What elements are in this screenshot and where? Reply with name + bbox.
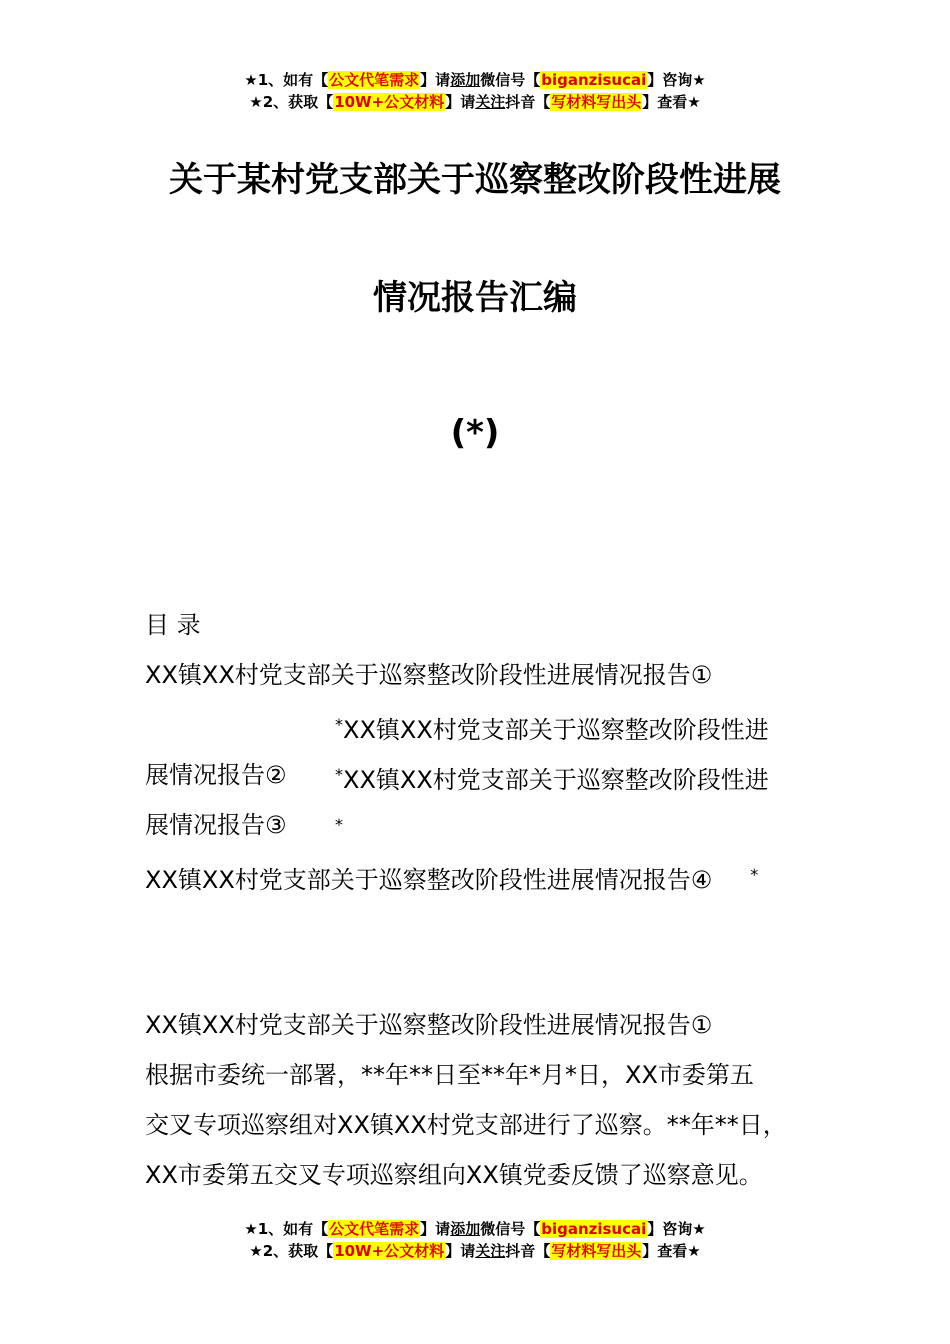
notice-text: 】请 — [445, 1242, 476, 1260]
toc-row-3 — [145, 750, 835, 800]
document-title-line-3: (*) — [450, 413, 500, 453]
paragraph-line: 根据市委统一部署，**年**日至**年*月*日，XX市委第五 — [145, 1061, 754, 1089]
notice-text: 】咨询★ — [647, 71, 706, 89]
paragraph-line: XX市委第五交叉专项巡察组向XX镇党委反馈了巡察意见。 — [145, 1161, 763, 1189]
notice-text: 抖音【 — [505, 93, 551, 111]
toc-page-marker: * — [335, 765, 343, 784]
notice-text: ★2、获取【 — [249, 93, 334, 111]
report-body — [145, 1000, 835, 1200]
notice-highlight: 10W+公文材料 — [334, 1242, 445, 1260]
notice-text: 微信号【 — [480, 1220, 541, 1238]
toc-page-marker: * — [750, 865, 759, 884]
notice-text: 】查看★ — [642, 93, 701, 111]
notice-text: 微信号【 — [480, 71, 541, 89]
notice-text: ★1、如有【 — [244, 71, 329, 89]
toc-row-4 — [145, 800, 835, 850]
notice-underlined: 添加 — [450, 1220, 481, 1238]
notice-highlight: biganzisucai — [541, 71, 647, 89]
notice-text: 】请 — [420, 1220, 451, 1238]
document-title-line-1: 关于某村党支部关于巡察整改阶段性进展 — [169, 160, 781, 200]
toc-row-2 — [145, 700, 835, 750]
notice-line-1 — [0, 1218, 950, 1240]
notice-underlined: 关注 — [475, 93, 506, 111]
notice-highlight: 写材料写出头 — [551, 93, 642, 111]
notice-text: ★1、如有【 — [244, 1220, 329, 1238]
toc-entry-2-end[interactable]: 展情况报告② — [145, 761, 287, 789]
toc-entry-1[interactable]: XX镇XX村党支部关于巡察整改阶段性进展情况报告① — [145, 661, 713, 689]
paragraph-line: 交叉专项巡察组对XX镇XX村党支部进行了巡察。**年**日， — [145, 1111, 787, 1139]
toc-page-marker: * — [335, 815, 343, 834]
toc-entry-3[interactable]: XX镇XX村党支部关于巡察整改阶段性进 — [343, 766, 769, 794]
notice-text: ★2、获取【 — [249, 1242, 334, 1260]
notice-highlight: 公文代笔需求 — [329, 71, 420, 89]
toc-page-marker: * — [335, 715, 343, 734]
notice-text: 】查看★ — [642, 1242, 701, 1260]
notice-text: 】请 — [420, 71, 451, 89]
promo-notice-top — [0, 69, 950, 113]
notice-line-2 — [0, 1240, 950, 1262]
notice-highlight: 公文代笔需求 — [329, 1220, 420, 1238]
toc-entry-2[interactable]: XX镇XX村党支部关于巡察整改阶段性进 — [343, 716, 769, 744]
notice-text: 】请 — [445, 93, 476, 111]
notice-highlight: 10W+公文材料 — [334, 93, 445, 111]
table-of-contents — [145, 600, 835, 900]
section-heading: XX镇XX村党支部关于巡察整改阶段性进展情况报告① — [145, 1011, 713, 1039]
notice-highlight: 写材料写出头 — [551, 1242, 642, 1260]
notice-underlined: 添加 — [450, 71, 481, 89]
toc-entry-4[interactable]: XX镇XX村党支部关于巡察整改阶段性进展情况报告④ — [145, 866, 713, 894]
toc-entry-3-end[interactable]: 展情况报告③ — [145, 811, 287, 839]
notice-line-2 — [0, 91, 950, 113]
notice-text: 】咨询★ — [647, 1220, 706, 1238]
notice-line-1 — [0, 69, 950, 91]
document-title-line-2: 情况报告汇编 — [373, 278, 577, 318]
promo-notice-bottom — [0, 1218, 950, 1262]
notice-text: 抖音【 — [505, 1242, 551, 1260]
notice-underlined: 关注 — [475, 1242, 506, 1260]
toc-heading: 目 录 — [145, 611, 201, 639]
toc-row-5 — [145, 850, 835, 900]
notice-highlight: biganzisucai — [541, 1220, 647, 1238]
